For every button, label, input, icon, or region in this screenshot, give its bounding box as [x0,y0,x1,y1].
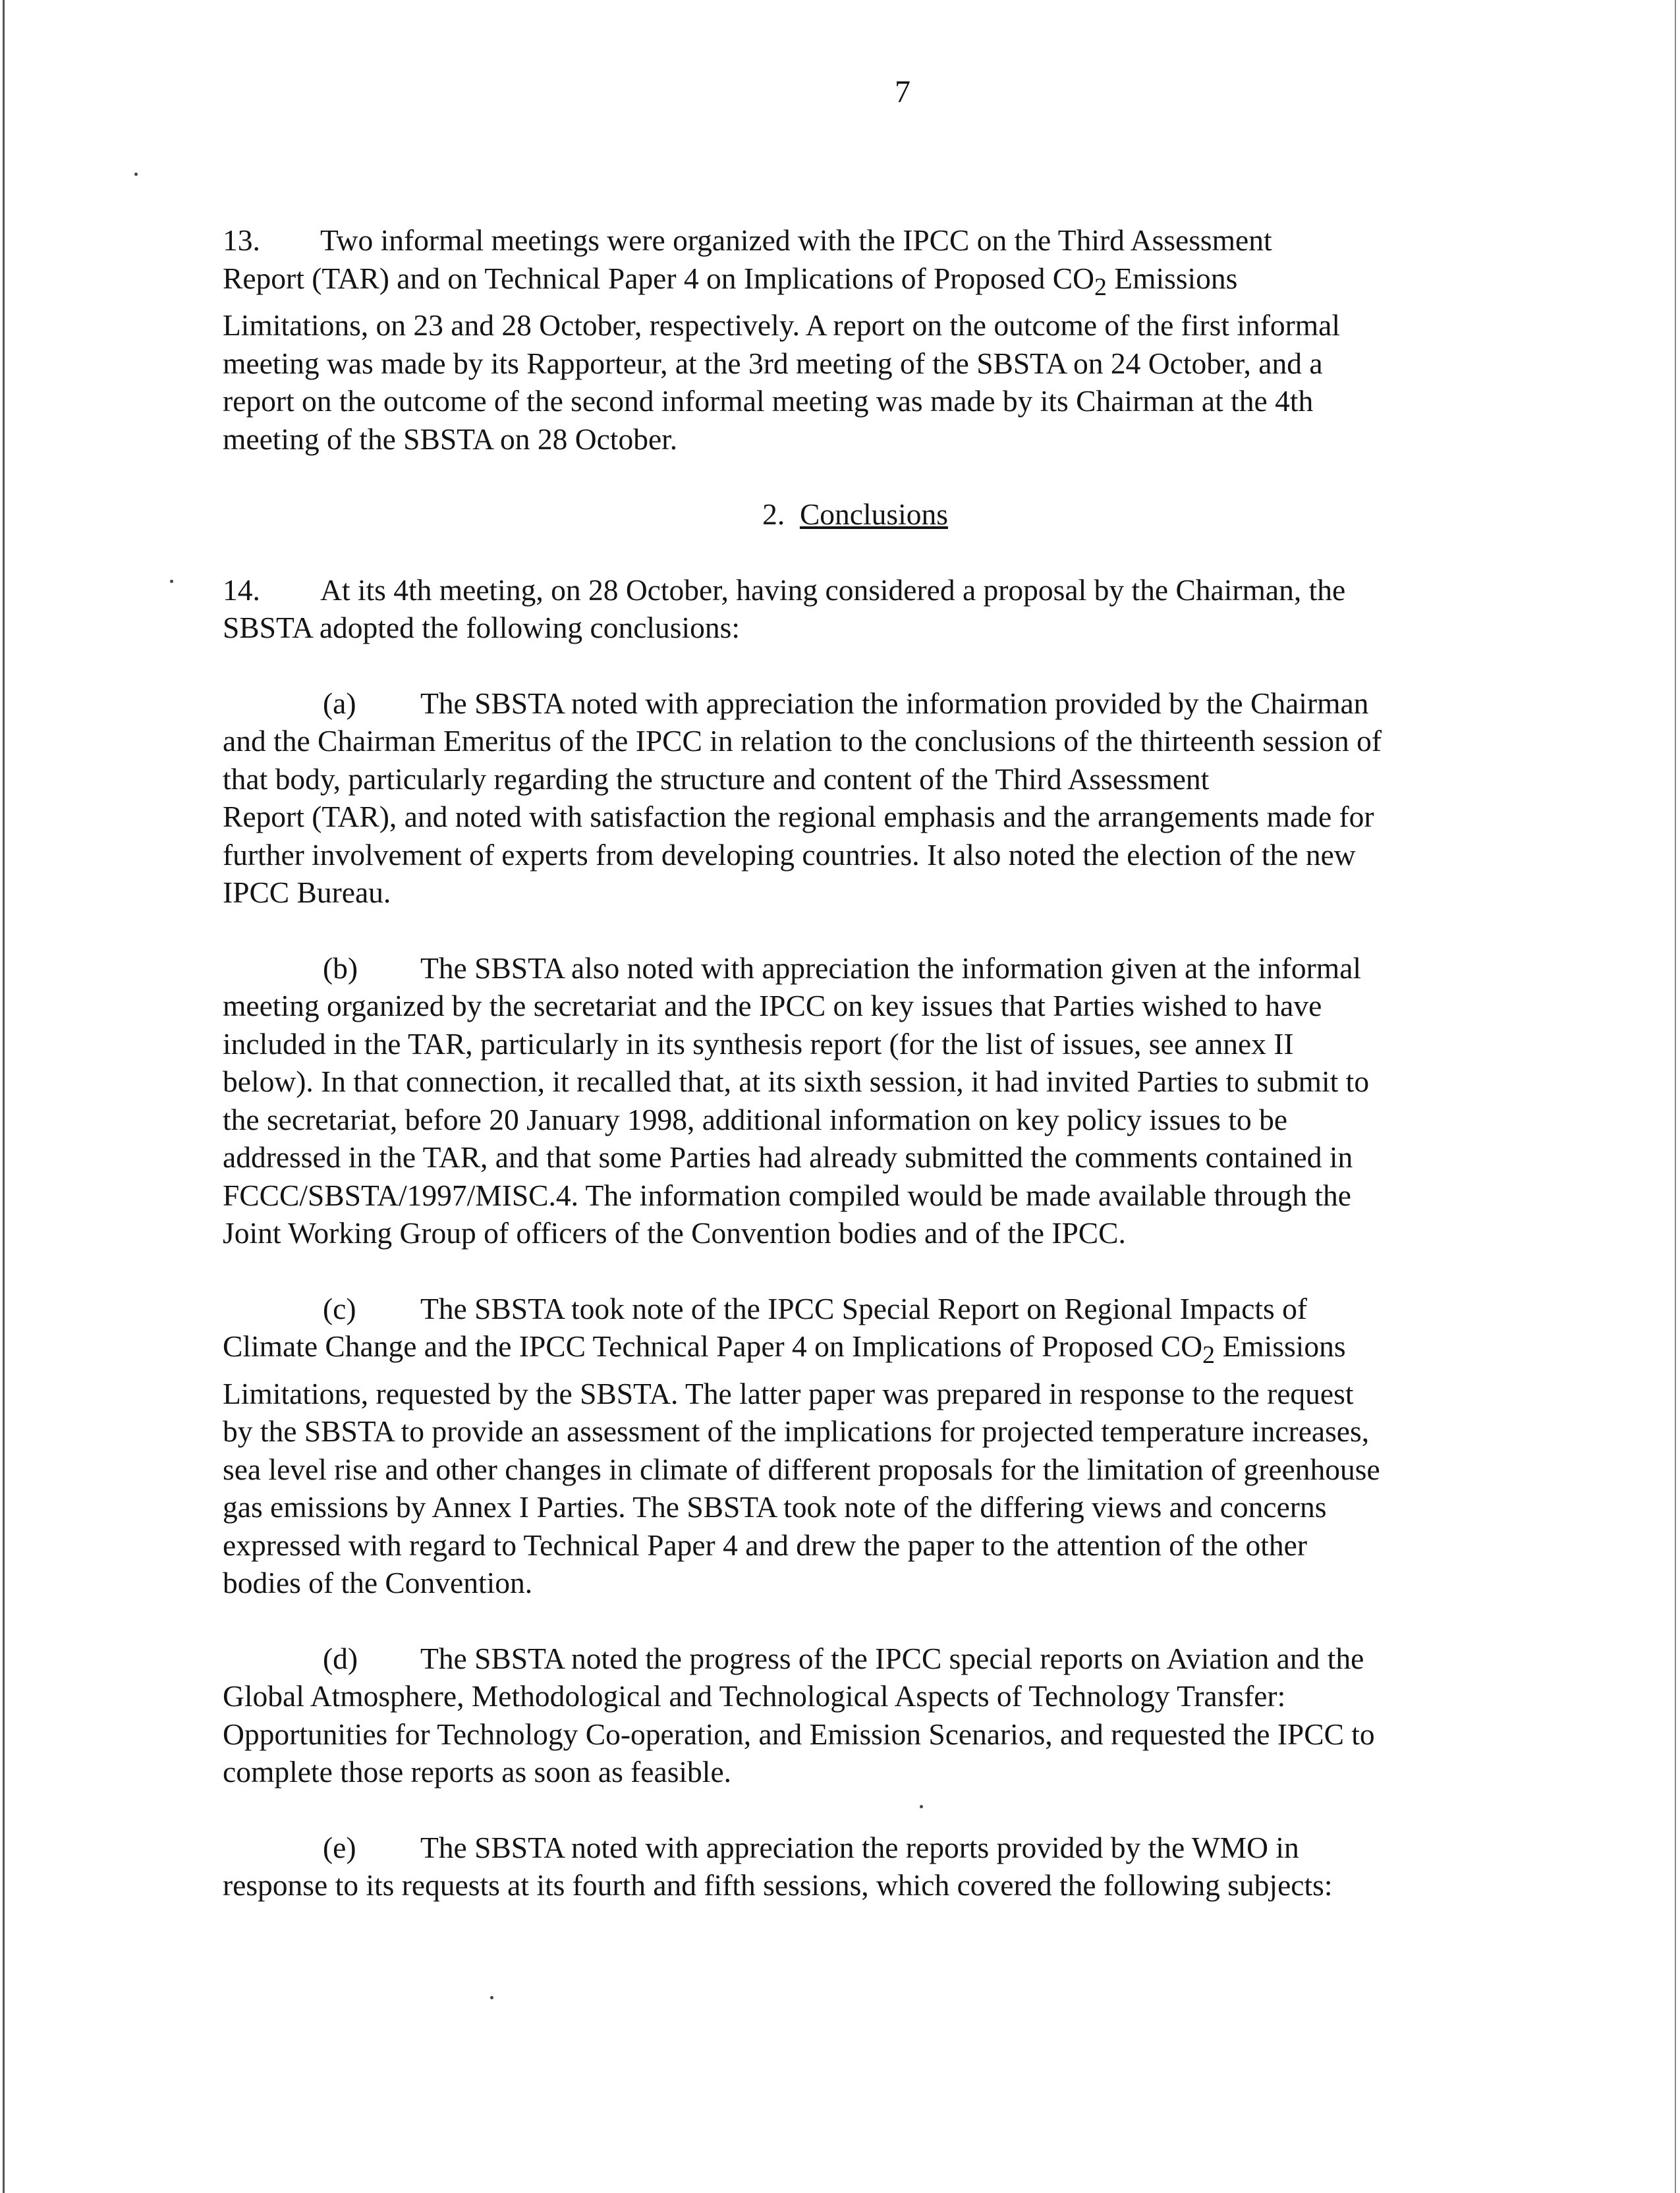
text-line: Global Atmosphere, Methodological and Technological Aspects of Technology Transfer: [223,1679,1286,1713]
text-line: Limitations, on 23 and 28 October, respectively. A report on the outcome of the first informal [223,308,1341,343]
text-line: The SBSTA also noted with appreciation the information given at the informal [420,951,1362,985]
text-line: The SBSTA noted with appreciation the information provided by the Chairman [420,686,1369,720]
text-line: Climate Change and the IPCC Technical Paper 4 on Implications of Proposed CO [223,1329,1203,1364]
text-line: Emissions [1215,1329,1346,1364]
section-title: Conclusions [799,497,948,532]
paragraph-number: 14. [223,572,260,607]
paragraph-13 [223,221,1514,458]
text-line: response to its requests at its fourth and fifth sessions, which covered the following subjects: [223,1868,1333,1902]
text-line: Limitations, requested by the SBSTA. The latter paper was prepared in response to the request [223,1376,1354,1410]
item-label: (e) [323,1830,356,1864]
text-line: Two informal meetings were organized with the IPCC on the Third Assessment [320,223,1272,257]
text-line: meeting of the SBSTA on 28 October. [223,422,678,456]
text-line: complete those reports as soon as feasible. [223,1755,732,1789]
text-line: Emissions [1106,261,1238,295]
scan-left-edge [3,0,5,2193]
text-line: FCCC/SBSTA/1997/MISC.4. The information compiled would be made available through the [223,1178,1351,1212]
text-line: The SBSTA took note of the IPCC Special Report on Regional Impacts of [420,1291,1308,1325]
text-line: gas emissions by Annex I Parties. The SBSTA took note of the differing views and concerns [223,1490,1327,1524]
text-line: meeting organized by the secretariat and the IPCC on key issues that Parties wished to have [223,989,1322,1023]
paragraph-14 [223,571,1514,647]
conclusion-item-b [223,949,1514,1252]
scan-right-edge [1675,0,1676,2193]
conclusion-item-c [223,1290,1514,1602]
section-heading-conclusions [223,495,1514,534]
section-number: 2. [762,497,785,532]
text-line: by the SBSTA to provide an assessment of the implications for projected temperature increases, [223,1414,1370,1449]
text-line: SBSTA adopted the following conclusions: [223,611,740,645]
text-line: Opportunities for Technology Co-operation, and Emission Scenarios, and requested the IPCC to [223,1717,1375,1751]
text-line: addressed in the TAR, and that some Parties had already submitted the comments contained in [223,1140,1353,1175]
text-line: included in the TAR, particularly in its synthesis report (for the list of issues, see annex II [223,1026,1294,1061]
text-line: sea level rise and other changes in climate of different proposals for the limitation of greenhouse [223,1452,1380,1486]
item-label: (a) [323,686,356,720]
scan-speck [490,1996,493,1999]
text-line: Joint Working Group of officers of the Convention bodies and of the IPCC. [223,1216,1126,1250]
item-label: (b) [323,951,358,985]
item-label: (d) [323,1641,358,1675]
text-line: report on the outcome of the second informal meeting was made by its Chairman at the 4th [223,384,1314,418]
text-line: Report (TAR), and noted with satisfaction the regional emphasis and the arrangements made for [223,800,1374,834]
text-line: Report (TAR) and on Technical Paper 4 on Implications of Proposed CO [223,261,1094,295]
document-body [223,221,1514,1942]
text-line: further involvement of experts from developing countries. It also noted the election of the new [223,837,1356,872]
text-line: At its 4th meeting, on 28 October, having considered a proposal by the Chairman, the [320,572,1346,607]
text-line: expressed with regard to Technical Paper 4 and drew the paper to the attention of the other [223,1528,1308,1562]
paragraph-number: 13. [223,223,260,257]
text-line: The SBSTA noted with appreciation the reports provided by the WMO in [420,1830,1299,1864]
text-line: that body, particularly regarding the structure and content of the Third Assessment [223,762,1210,796]
page-number: 7 [895,74,910,109]
conclusion-item-a [223,684,1514,912]
subscript: 2 [1094,273,1107,301]
scan-speck [170,580,173,583]
conclusion-item-d [223,1640,1514,1791]
text-line: IPCC Bureau. [223,875,391,910]
text-line: bodies of the Convention. [223,1566,533,1600]
text-line: The SBSTA noted the progress of the IPCC special reports on Aviation and the [420,1641,1364,1675]
conclusion-item-e [223,1829,1514,1904]
text-line: below). In that connection, it recalled that, at its sixth session, it had invited Parties to submit to [223,1065,1370,1099]
text-line: meeting was made by its Rapporteur, at the 3rd meeting of the SBSTA on 24 October, and a [223,346,1323,380]
item-label: (c) [323,1291,356,1325]
text-line: and the Chairman Emeritus of the IPCC in relation to the conclusions of the thirteenth session of [223,724,1382,758]
text-line: the secretariat, before 20 January 1998, additional information on key policy issues to be [223,1102,1288,1136]
scan-speck [134,173,138,176]
subscript: 2 [1202,1341,1216,1370]
